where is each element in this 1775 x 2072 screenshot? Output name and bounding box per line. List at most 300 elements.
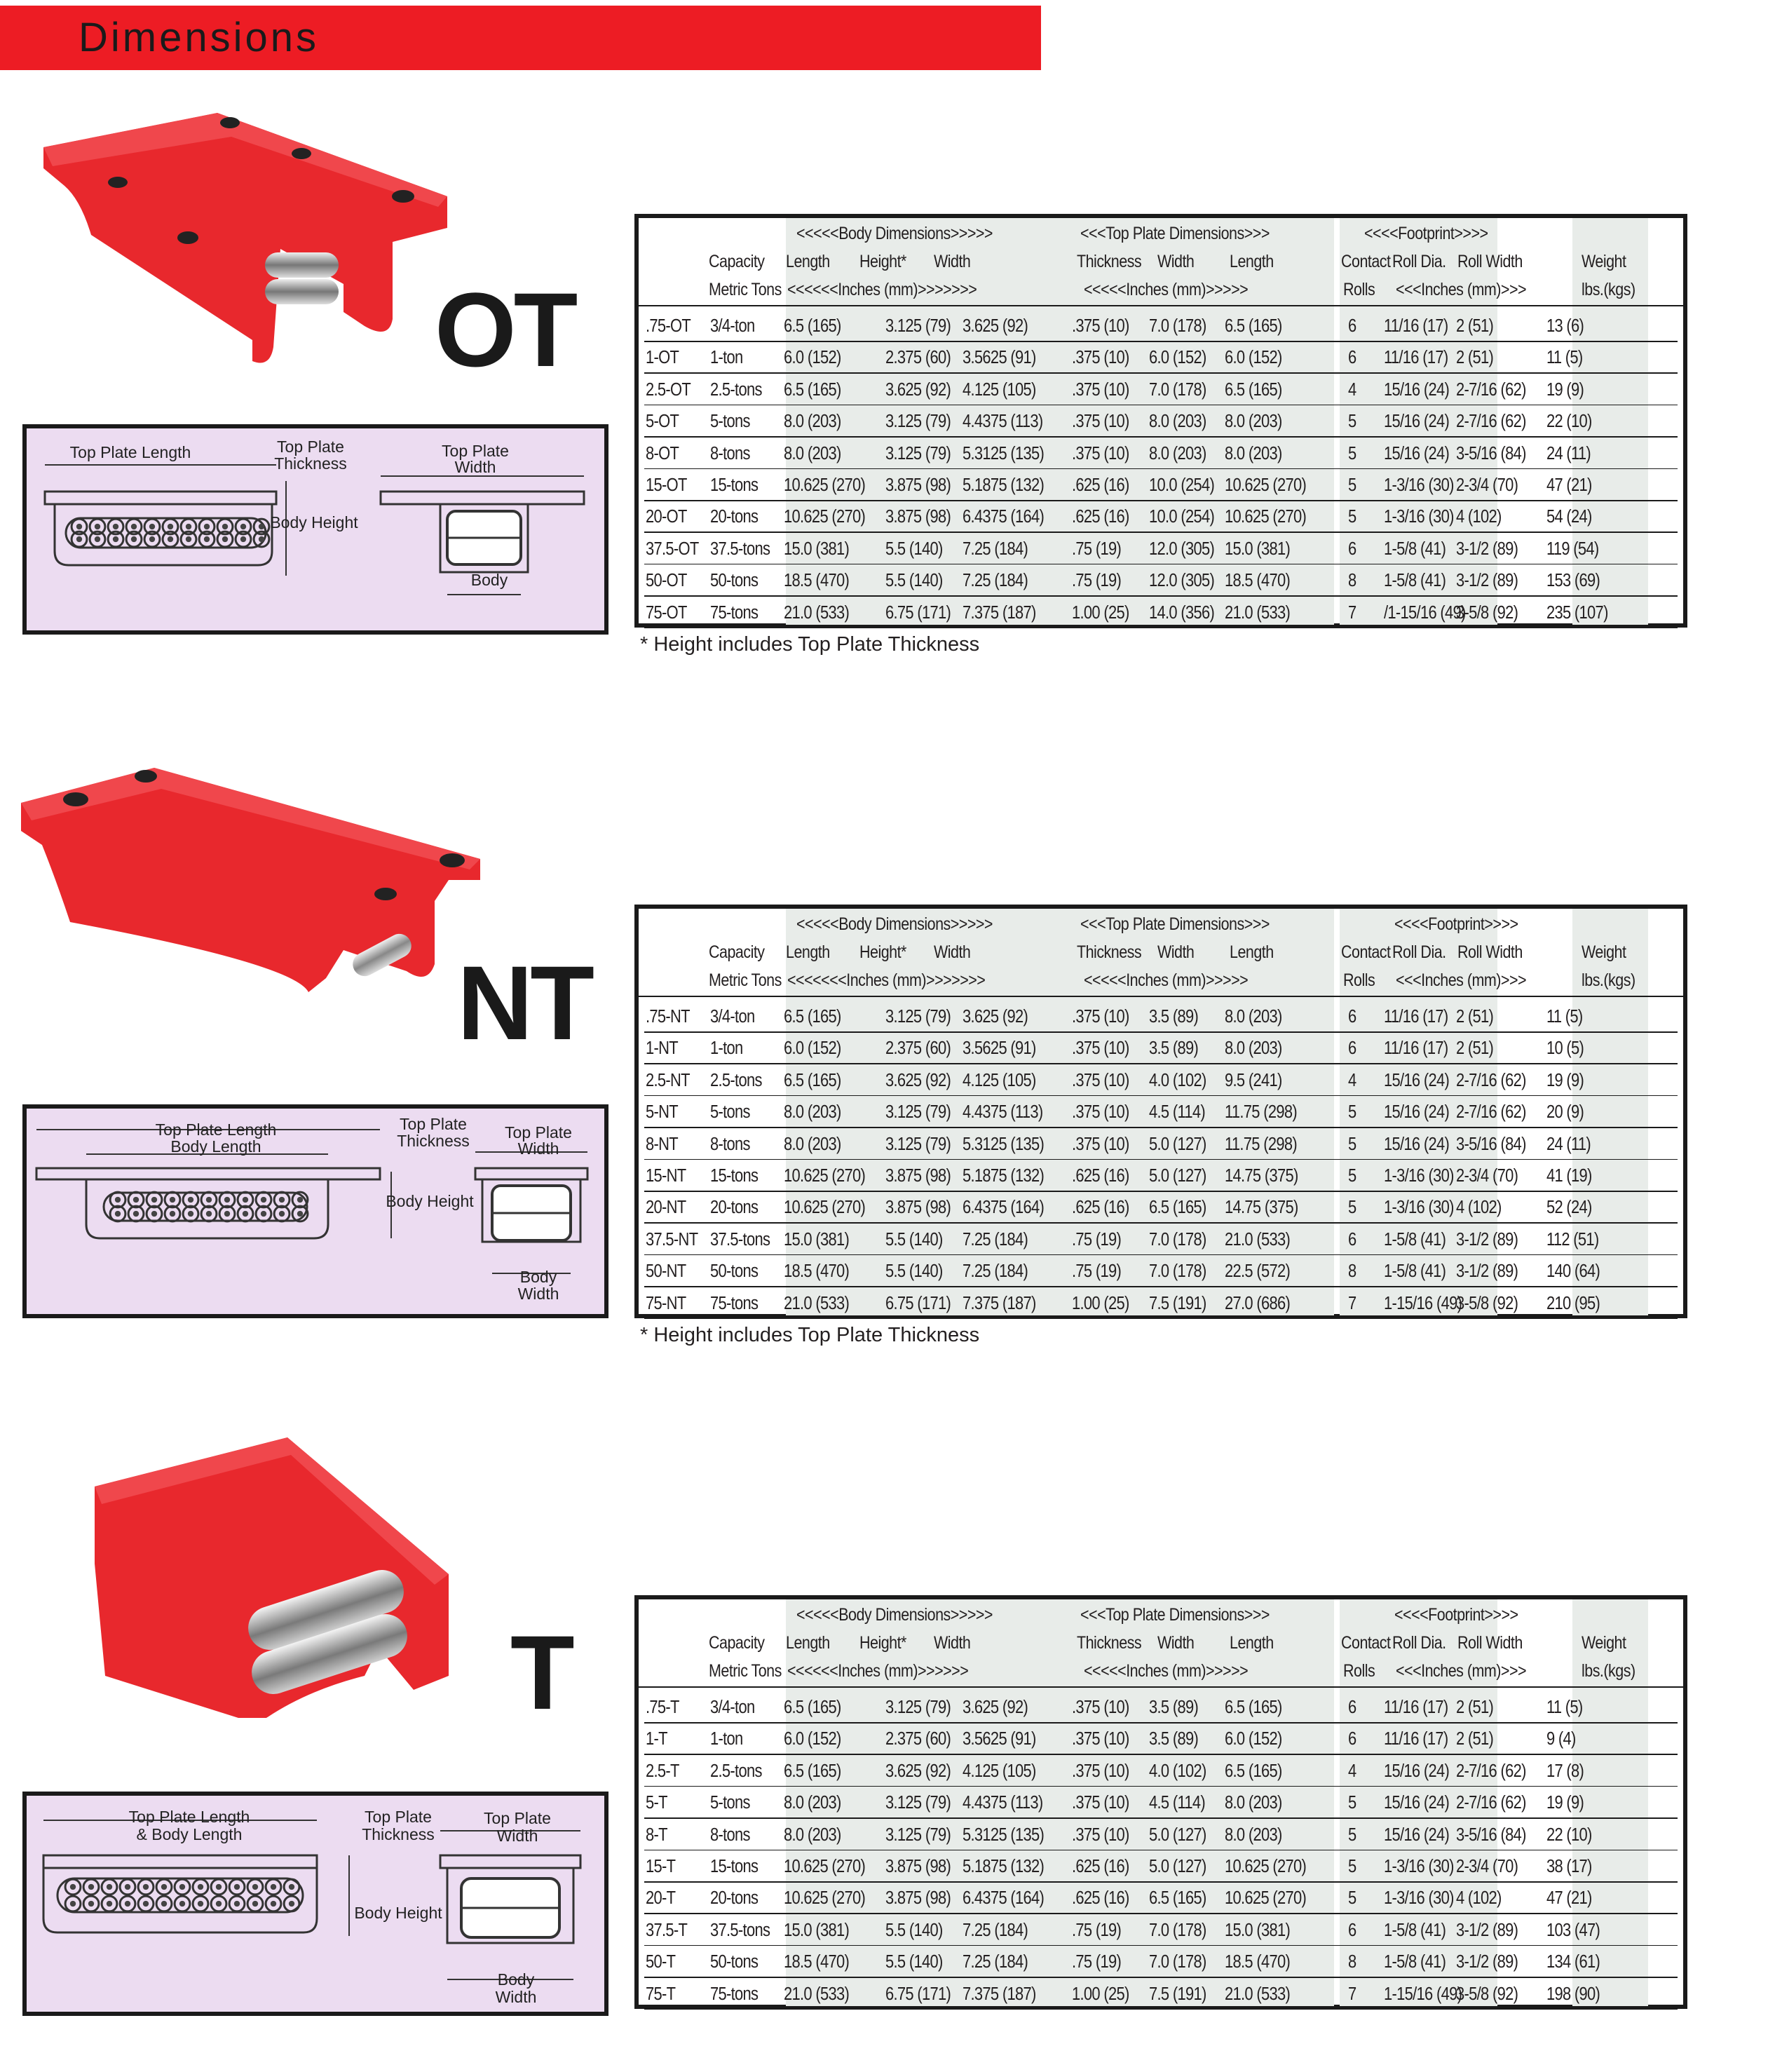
table-cell: 1-ton bbox=[710, 1729, 743, 1749]
thickness-header: Thickness bbox=[1077, 942, 1142, 962]
table-cell: 75-tons bbox=[710, 602, 759, 623]
top-plate-width-label: Top Plate bbox=[442, 442, 509, 460]
table-cell: 5-tons bbox=[710, 1102, 750, 1123]
table-cell: 6.5 (165) bbox=[1225, 316, 1282, 336]
body-width-label: Body bbox=[519, 1268, 557, 1286]
height-header: Height* bbox=[859, 1633, 906, 1653]
table-cell: 2 (51) bbox=[1456, 316, 1494, 336]
model-cell: 75-OT bbox=[646, 602, 687, 623]
model-cell: 15-OT bbox=[646, 475, 687, 495]
table-cell: .375 (10) bbox=[1072, 1070, 1129, 1090]
table-cell: 8 bbox=[1348, 1261, 1356, 1282]
table-cell: 7.25 (184) bbox=[963, 539, 1028, 559]
table-cell: 5.5 (140) bbox=[885, 1261, 943, 1282]
rolls-header: Rolls bbox=[1343, 280, 1375, 299]
table-cell: 6 bbox=[1348, 539, 1356, 559]
table-cell: 3.125 (79) bbox=[885, 412, 951, 432]
weight-header: Weight bbox=[1582, 942, 1626, 962]
table-cell: 54 (24) bbox=[1546, 507, 1592, 527]
table-cell: 1.00 (25) bbox=[1072, 1984, 1129, 2004]
model-cell: 8-OT bbox=[646, 443, 679, 463]
row-underline bbox=[644, 436, 1678, 438]
table-cell: 5 bbox=[1348, 1888, 1356, 1909]
group-top-plate-dimensions: <<<Top Plate Dimensions>>> bbox=[1080, 914, 1270, 934]
length-header: Length bbox=[786, 1633, 830, 1653]
body-height-label: Body Height bbox=[270, 513, 358, 531]
table-cell: 14.75 (375) bbox=[1225, 1166, 1298, 1186]
model-cell: .75-NT bbox=[646, 1007, 690, 1027]
table-cell: .375 (10) bbox=[1072, 348, 1129, 368]
table-cell: 10.625 (270) bbox=[784, 475, 866, 495]
rolls-header: Rolls bbox=[1343, 970, 1375, 990]
table-cell: 112 (51) bbox=[1546, 1229, 1599, 1250]
product-image bbox=[14, 109, 463, 393]
table-cell: 21.0 (533) bbox=[784, 1984, 850, 2004]
table-cell: 2.375 (60) bbox=[885, 348, 951, 368]
table-cell: 10.0 (254) bbox=[1149, 475, 1215, 495]
table-cell: 6.5 (165) bbox=[784, 1007, 841, 1027]
table-cell: 7.0 (178) bbox=[1149, 1261, 1206, 1282]
table-cell: 2.5-tons bbox=[710, 1761, 762, 1781]
product-image bbox=[14, 1409, 463, 1721]
row-underline bbox=[644, 1191, 1678, 1192]
table-cell: 15-tons bbox=[710, 1857, 759, 1876]
table-cell: 1-3/16 (30) bbox=[1384, 1166, 1454, 1186]
table-cell: 75-tons bbox=[710, 1293, 759, 1313]
header-divider bbox=[639, 1686, 1683, 1688]
table-cell: 15.0 (381) bbox=[784, 1229, 850, 1250]
table-cell: 5.5 (140) bbox=[885, 1229, 943, 1250]
group-top-plate-dimensions: <<<Top Plate Dimensions>>> bbox=[1080, 1605, 1270, 1625]
section-ot bbox=[0, 0, 1775, 691]
table-cell: 5.5 (140) bbox=[885, 1920, 943, 1940]
table-cell: 5-tons bbox=[710, 412, 750, 432]
table-cell: 11 (5) bbox=[1546, 348, 1583, 368]
model-cell: 2.5-OT bbox=[646, 379, 691, 400]
table-cell: 1-5/8 (41) bbox=[1384, 571, 1446, 591]
top-plate-thickness-label-2: Thickness bbox=[362, 1825, 435, 1843]
footprint-units-header: <<<Inches (mm)>>> bbox=[1396, 280, 1527, 299]
table-cell: 4 bbox=[1348, 1761, 1356, 1781]
model-cell: .75-T bbox=[646, 1698, 679, 1717]
table-cell: 5 bbox=[1348, 475, 1356, 495]
table-cell: 1-5/8 (41) bbox=[1384, 1920, 1446, 1940]
table-cell: 3.5625 (91) bbox=[963, 1038, 1036, 1059]
table-cell: 6.4375 (164) bbox=[963, 1888, 1045, 1909]
model-code: OT bbox=[435, 271, 576, 388]
table-cell: 2 (51) bbox=[1456, 348, 1494, 368]
table-cell: 14.75 (375) bbox=[1225, 1198, 1298, 1218]
table-cell: 22 (10) bbox=[1546, 1824, 1592, 1845]
table-cell: 3-1/2 (89) bbox=[1456, 1952, 1518, 1972]
table-cell: 5 bbox=[1348, 1857, 1356, 1876]
table-cell: 7.0 (178) bbox=[1149, 1920, 1206, 1940]
table-cell: 8.0 (203) bbox=[1225, 412, 1282, 432]
table-cell: 3.875 (98) bbox=[885, 507, 951, 527]
table-cell: 10.625 (270) bbox=[1225, 1888, 1307, 1909]
row-underline bbox=[644, 1254, 1678, 1256]
model-cell: 37.5-T bbox=[646, 1920, 688, 1940]
table-cell: 17 (8) bbox=[1546, 1761, 1584, 1781]
table-cell: 5.5 (140) bbox=[885, 539, 943, 559]
table-cell: 4.0 (102) bbox=[1149, 1761, 1206, 1781]
length-header: Length bbox=[786, 252, 830, 271]
table-cell: 15/16 (24) bbox=[1384, 1134, 1450, 1154]
row-underline bbox=[644, 1286, 1678, 1287]
contact-header: Contact bbox=[1341, 942, 1391, 962]
table-cell: 6.4375 (164) bbox=[963, 507, 1045, 527]
row-underline bbox=[644, 1063, 1678, 1064]
body-units-header: <<<<<<<Inches (mm)>>>>>>> bbox=[787, 970, 986, 990]
body-units-header: <<<<<<Inches (mm)>>>>>>> bbox=[787, 280, 977, 299]
table-cell: 2.375 (60) bbox=[885, 1038, 951, 1059]
row-underline bbox=[644, 1318, 1678, 1320]
table-cell: 15/16 (24) bbox=[1384, 1793, 1450, 1813]
row-underline bbox=[644, 1159, 1678, 1160]
table-cell: 8.0 (203) bbox=[1225, 1007, 1282, 1027]
body-height-label: Body Height bbox=[354, 1904, 442, 1922]
table-cell: 11.75 (298) bbox=[1225, 1134, 1297, 1154]
table-cell: 2.5-tons bbox=[710, 1070, 762, 1090]
table-cell: 8.0 (203) bbox=[784, 1134, 841, 1154]
table-cell: 5.5 (140) bbox=[885, 1952, 943, 1972]
table-cell: 8.0 (203) bbox=[784, 1793, 841, 1813]
table-cell: 2.375 (60) bbox=[885, 1729, 951, 1749]
table-cell: .375 (10) bbox=[1072, 1793, 1129, 1813]
table-cell: 3.125 (79) bbox=[885, 443, 951, 463]
table-cell: 1-5/8 (41) bbox=[1384, 1952, 1446, 1972]
top-length-header: Length bbox=[1230, 942, 1274, 962]
group-body-dimensions: <<<<<Body Dimensions>>>>> bbox=[796, 1605, 993, 1625]
table-cell: 1-5/8 (41) bbox=[1384, 1229, 1446, 1250]
length-header: Length bbox=[786, 942, 830, 962]
table-cell: 1-15/16 (49) bbox=[1384, 1984, 1462, 2004]
table-cell: 3.125 (79) bbox=[885, 1102, 951, 1123]
top-length-header: Length bbox=[1230, 252, 1274, 271]
table-cell: 4.125 (105) bbox=[963, 379, 1036, 400]
table-cell: 7.5 (191) bbox=[1149, 1984, 1206, 2004]
table-cell: 15.0 (381) bbox=[1225, 539, 1291, 559]
table-cell: 15/16 (24) bbox=[1384, 412, 1450, 432]
table-cell: .625 (16) bbox=[1072, 507, 1129, 527]
header-divider bbox=[639, 996, 1683, 997]
top-plate-width-label-2: Width bbox=[517, 1139, 559, 1158]
top-plate-length-label: Top Plate Length bbox=[69, 443, 191, 461]
table-cell: .375 (10) bbox=[1072, 1698, 1129, 1717]
thickness-header: Thickness bbox=[1077, 1633, 1142, 1653]
model-cell: 1-NT bbox=[646, 1038, 678, 1059]
table-cell: 7.25 (184) bbox=[963, 1229, 1028, 1250]
table-cell: 1-3/16 (30) bbox=[1384, 1857, 1454, 1876]
model-cell: 5-OT bbox=[646, 412, 679, 432]
table-cell: 6.75 (171) bbox=[885, 1984, 951, 2004]
table-cell: 6 bbox=[1348, 1007, 1356, 1027]
table-cell: 15-tons bbox=[710, 475, 759, 495]
table-cell: 5.1875 (132) bbox=[963, 1166, 1045, 1186]
table-cell: 3.625 (92) bbox=[885, 1761, 951, 1781]
table-cell: 12.0 (305) bbox=[1149, 539, 1215, 559]
model-cell: 1-T bbox=[646, 1729, 667, 1749]
table-cell: 9.5 (241) bbox=[1225, 1070, 1282, 1090]
table-cell: .75 (19) bbox=[1072, 1952, 1122, 1972]
table-cell: .75 (19) bbox=[1072, 539, 1122, 559]
capacity-header: Capacity bbox=[709, 942, 765, 962]
table-cell: 50-tons bbox=[710, 1261, 759, 1282]
weight-header: Weight bbox=[1582, 1633, 1626, 1653]
roll-dia-header: Roll Dia. bbox=[1392, 252, 1446, 271]
table-cell: 3.5 (89) bbox=[1149, 1038, 1199, 1059]
top-plate-thickness-label-2: Thickness bbox=[274, 454, 347, 473]
top-plate-thickness-label: Top Plate bbox=[400, 1115, 467, 1133]
table-cell: 8.0 (203) bbox=[784, 1102, 841, 1123]
roll-dia-header: Roll Dia. bbox=[1392, 942, 1446, 962]
table-cell: 6.5 (165) bbox=[1225, 379, 1282, 400]
table-cell: 7.375 (187) bbox=[963, 1293, 1036, 1313]
table-cell: 6 bbox=[1348, 1698, 1356, 1717]
body-units-header: <<<<<<Inches (mm)>>>>>> bbox=[787, 1661, 969, 1681]
table-cell: 18.5 (470) bbox=[1225, 1952, 1291, 1972]
table-cell: 50-tons bbox=[710, 571, 759, 591]
table-cell: 4.5 (114) bbox=[1149, 1793, 1205, 1813]
model-cell: 15-T bbox=[646, 1857, 676, 1876]
table-cell: .625 (16) bbox=[1072, 1888, 1129, 1909]
table-cell: 11/16 (17) bbox=[1384, 1698, 1448, 1717]
thickness-header: Thickness bbox=[1077, 252, 1142, 271]
table-cell: 4.5 (114) bbox=[1149, 1102, 1205, 1123]
table-cell: 10.625 (270) bbox=[1225, 1857, 1307, 1876]
table-cell: 6.5 (165) bbox=[784, 1761, 841, 1781]
top-plate-length-label: Top Plate Length bbox=[155, 1120, 277, 1139]
table-cell: 3-1/2 (89) bbox=[1456, 1920, 1518, 1940]
table-cell: 2-3/4 (70) bbox=[1456, 1857, 1518, 1876]
table-cell: 52 (24) bbox=[1546, 1198, 1592, 1218]
table-cell: 3.875 (98) bbox=[885, 1166, 951, 1186]
table-cell: 3/4-ton bbox=[710, 1007, 755, 1027]
table-cell: 6 bbox=[1348, 1729, 1356, 1749]
table-cell: 24 (11) bbox=[1546, 443, 1591, 463]
table-cell: 13 (6) bbox=[1546, 316, 1584, 336]
table-cell: 4.125 (105) bbox=[963, 1070, 1036, 1090]
table-cell: 3-1/2 (89) bbox=[1456, 1229, 1518, 1250]
table-cell: 3-5/8 (92) bbox=[1456, 1293, 1518, 1313]
table-cell: 5.1875 (132) bbox=[963, 1857, 1045, 1876]
dimension-diagram bbox=[22, 424, 608, 635]
model-cell: 37.5-OT bbox=[646, 539, 699, 559]
row-underline bbox=[644, 341, 1678, 342]
table-cell: 15/16 (24) bbox=[1384, 1102, 1450, 1123]
table-cell: 2-7/16 (62) bbox=[1456, 1761, 1526, 1781]
table-cell: 41 (19) bbox=[1546, 1166, 1592, 1186]
model-cell: 75-NT bbox=[646, 1293, 686, 1313]
table-cell: 14.0 (356) bbox=[1149, 602, 1215, 623]
table-cell: 6 bbox=[1348, 1229, 1356, 1250]
table-cell: 11/16 (17) bbox=[1384, 1038, 1448, 1059]
table-cell: 38 (17) bbox=[1546, 1857, 1592, 1876]
row-underline bbox=[644, 1754, 1678, 1755]
table-cell: 7 bbox=[1348, 1293, 1356, 1313]
table-cell: 10.625 (270) bbox=[784, 1857, 866, 1876]
body-width-label-2: Width bbox=[517, 1285, 559, 1303]
lbs-kgs-header: lbs.(kgs) bbox=[1582, 970, 1635, 990]
table-cell: 3.875 (98) bbox=[885, 475, 951, 495]
table-cell: 3.125 (79) bbox=[885, 1793, 951, 1813]
table-cell: 24 (11) bbox=[1546, 1134, 1591, 1154]
table-cell: 11/16 (17) bbox=[1384, 348, 1448, 368]
table-cell: 10.625 (270) bbox=[1225, 507, 1307, 527]
row-underline bbox=[644, 1722, 1678, 1724]
table-cell: .375 (10) bbox=[1072, 1007, 1129, 1027]
table-cell: 5.3125 (135) bbox=[963, 1134, 1045, 1154]
table-cell: 21.0 (533) bbox=[1225, 602, 1291, 623]
metric-tons-header: Metric Tons bbox=[709, 280, 782, 299]
row-underline bbox=[644, 372, 1678, 374]
row-underline bbox=[644, 468, 1678, 470]
table-cell: 8.0 (203) bbox=[784, 1824, 841, 1845]
table-cell: 2 (51) bbox=[1456, 1007, 1494, 1027]
contact-header: Contact bbox=[1341, 252, 1391, 271]
table-cell: 15/16 (24) bbox=[1384, 379, 1450, 400]
table-cell: 7 bbox=[1348, 1984, 1356, 2004]
row-underline bbox=[644, 1817, 1678, 1819]
table-cell: 8-tons bbox=[710, 1134, 750, 1154]
row-underline bbox=[644, 564, 1678, 565]
model-code: NT bbox=[457, 944, 592, 1062]
table-cell: 22 (10) bbox=[1546, 412, 1592, 432]
table-cell: 1.00 (25) bbox=[1072, 1293, 1129, 1313]
table-cell: 6.0 (152) bbox=[1225, 1729, 1282, 1749]
table-cell: 5.3125 (135) bbox=[963, 443, 1045, 463]
table-cell: 6.75 (171) bbox=[885, 1293, 951, 1313]
group-footprint: <<<<Footprint>>>> bbox=[1394, 1605, 1518, 1625]
footnote: * Height includes Top Plate Thickness bbox=[640, 633, 980, 656]
metric-tons-header: Metric Tons bbox=[709, 1661, 782, 1681]
table-cell: 6.0 (152) bbox=[784, 1729, 841, 1749]
table-cell: 2.5-tons bbox=[710, 379, 762, 400]
width-header: Width bbox=[934, 252, 971, 271]
table-cell: 10.625 (270) bbox=[784, 1166, 866, 1186]
dimension-diagram bbox=[22, 1104, 608, 1318]
table-cell: 10.625 (270) bbox=[784, 1198, 866, 1218]
model-cell: 8-T bbox=[646, 1824, 667, 1845]
model-cell: 50-NT bbox=[646, 1261, 686, 1282]
table-cell: .375 (10) bbox=[1072, 1038, 1129, 1059]
table-cell: 134 (61) bbox=[1546, 1952, 1600, 1972]
capacity-header: Capacity bbox=[709, 252, 765, 271]
table-cell: 37.5-tons bbox=[710, 1229, 770, 1250]
body-length-label: Body Length bbox=[170, 1137, 261, 1156]
table-cell: 47 (21) bbox=[1546, 475, 1592, 495]
table-cell: 4 bbox=[1348, 379, 1356, 400]
table-cell: 1.00 (25) bbox=[1072, 602, 1129, 623]
section-nt bbox=[0, 691, 1775, 1381]
table-cell: 20 (9) bbox=[1546, 1102, 1584, 1123]
top-plate-width-label-2: Width bbox=[454, 458, 496, 476]
row-underline bbox=[644, 1977, 1678, 1978]
table-cell: 4.4375 (113) bbox=[963, 1102, 1043, 1123]
table-cell: 5.1875 (132) bbox=[963, 475, 1045, 495]
dimensions-table bbox=[634, 214, 1687, 628]
table-cell: 3/4-ton bbox=[710, 316, 755, 336]
dimensions-table bbox=[634, 1595, 1687, 2009]
row-underline bbox=[644, 1786, 1678, 1787]
top-plate-thickness-label-2: Thickness bbox=[397, 1132, 470, 1150]
table-cell: 15.0 (381) bbox=[784, 1920, 850, 1940]
row-underline bbox=[644, 1881, 1678, 1883]
table-cell: 3.5 (89) bbox=[1149, 1698, 1199, 1717]
table-cell: 3.625 (92) bbox=[963, 1698, 1028, 1717]
table-cell: 3.5625 (91) bbox=[963, 348, 1036, 368]
table-cell: 6.5 (165) bbox=[784, 1070, 841, 1090]
table-cell: 6 bbox=[1348, 316, 1356, 336]
table-cell: 5 bbox=[1348, 507, 1356, 527]
table-cell: 4.125 (105) bbox=[963, 1761, 1036, 1781]
table-cell: 2 (51) bbox=[1456, 1729, 1494, 1749]
row-underline bbox=[644, 1127, 1678, 1128]
table-cell: 5-tons bbox=[710, 1793, 750, 1813]
top-units-header: <<<<<Inches (mm)>>>>> bbox=[1084, 970, 1249, 990]
table-cell: 3-5/8 (92) bbox=[1456, 602, 1518, 623]
table-cell: 6.5 (165) bbox=[1149, 1888, 1206, 1909]
table-cell: 6.5 (165) bbox=[784, 379, 841, 400]
table-cell: 11/16 (17) bbox=[1384, 316, 1448, 336]
table-cell: 15/16 (24) bbox=[1384, 1824, 1450, 1845]
table-cell: 7.0 (178) bbox=[1149, 1229, 1206, 1250]
table-cell: .75 (19) bbox=[1072, 1261, 1122, 1282]
top-plate-width-label: Top Plate bbox=[484, 1809, 551, 1827]
table-cell: 47 (21) bbox=[1546, 1888, 1592, 1909]
contact-header: Contact bbox=[1341, 1633, 1391, 1653]
body-width-label: Body bbox=[470, 571, 508, 589]
table-cell: 37.5-tons bbox=[710, 539, 770, 559]
table-cell: 1-ton bbox=[710, 1038, 743, 1059]
table-cell: 8-tons bbox=[710, 443, 750, 463]
table-cell: 7.25 (184) bbox=[963, 1920, 1028, 1940]
group-body-dimensions: <<<<<Body Dimensions>>>>> bbox=[796, 224, 993, 243]
table-cell: 21.0 (533) bbox=[784, 1293, 850, 1313]
row-underline bbox=[644, 405, 1678, 406]
table-cell: 21.0 (533) bbox=[784, 602, 850, 623]
table-cell: 5 bbox=[1348, 443, 1356, 463]
model-cell: 15-NT bbox=[646, 1166, 686, 1186]
row-underline bbox=[644, 1031, 1678, 1033]
table-cell: 3.5 (89) bbox=[1149, 1007, 1199, 1027]
table-cell: .625 (16) bbox=[1072, 1166, 1129, 1186]
table-cell: .375 (10) bbox=[1072, 379, 1129, 400]
table-cell: 6.0 (152) bbox=[1225, 348, 1282, 368]
row-underline bbox=[644, 1850, 1678, 1851]
header-divider bbox=[639, 305, 1683, 306]
table-cell: 2-7/16 (62) bbox=[1456, 412, 1526, 432]
table-cell: 7.25 (184) bbox=[963, 1261, 1028, 1282]
roll-width-header: Roll Width bbox=[1457, 252, 1523, 271]
table-cell: 2-7/16 (62) bbox=[1456, 1102, 1526, 1123]
model-cell: 37.5-NT bbox=[646, 1229, 698, 1250]
table-cell: 7.375 (187) bbox=[963, 602, 1036, 623]
table-cell: 7.0 (178) bbox=[1149, 379, 1206, 400]
table-cell: 20-tons bbox=[710, 1198, 759, 1218]
table-cell: 75-tons bbox=[710, 1984, 759, 2004]
group-top-plate-dimensions: <<<Top Plate Dimensions>>> bbox=[1080, 224, 1270, 243]
page-title: Dimensions bbox=[79, 15, 319, 60]
table-cell: 18.5 (470) bbox=[784, 571, 850, 591]
table-cell: 3.625 (92) bbox=[885, 379, 951, 400]
table-cell: 5 bbox=[1348, 1166, 1356, 1186]
table-cell: 3-5/8 (92) bbox=[1456, 1984, 1518, 2004]
table-cell: 7.375 (187) bbox=[963, 1984, 1036, 2004]
dimensions-table bbox=[634, 905, 1687, 1318]
roll-width-header: Roll Width bbox=[1457, 1633, 1523, 1653]
table-cell: 6.5 (165) bbox=[1149, 1198, 1206, 1218]
